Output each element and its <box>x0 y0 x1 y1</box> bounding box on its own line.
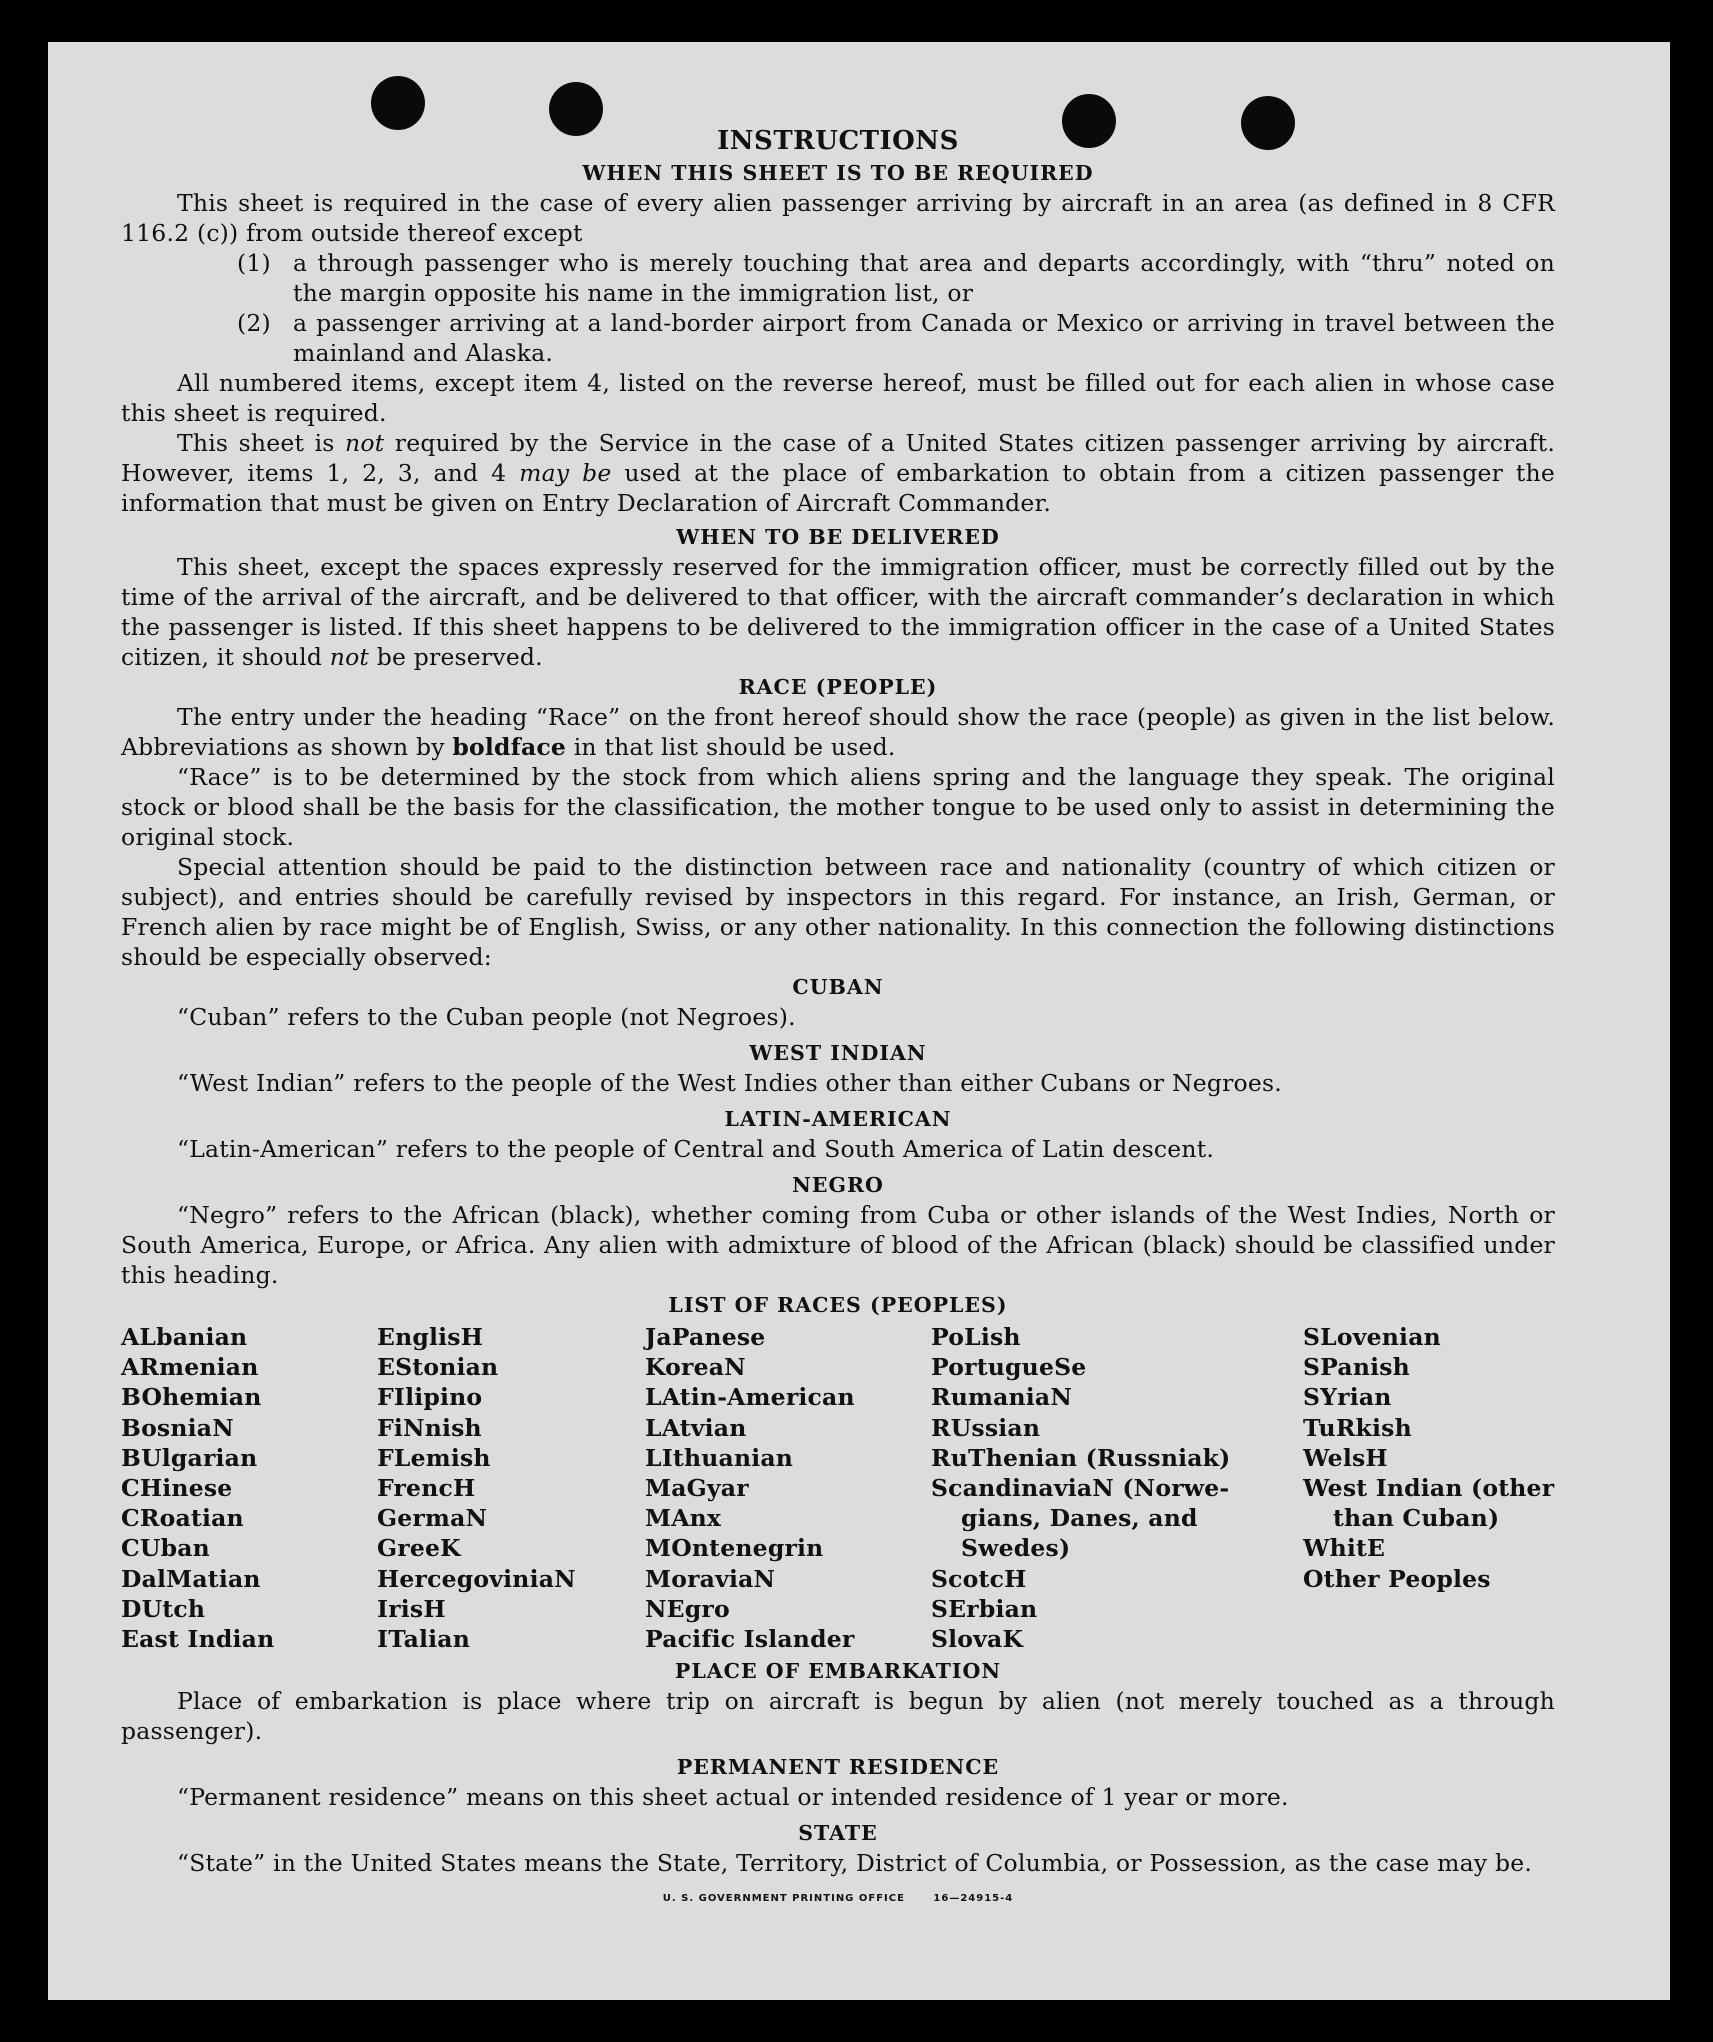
race-entry: West Indian (other <box>1303 1474 1555 1503</box>
race-entry-continued: gians, Danes, and <box>961 1504 1198 1533</box>
race-entry: ITalian <box>377 1625 471 1654</box>
race-entry: LAtin-American <box>645 1383 855 1412</box>
races-column-1 <box>121 1322 377 1654</box>
race-entry: Other Peoples <box>1303 1564 1491 1593</box>
race-entry: CHinese <box>121 1474 233 1503</box>
numbered-items-paragraph: All numbered items, except item 4, listed on the reverse hereof, must be filled out for each alien in whose case this sheet is required. <box>121 369 1555 427</box>
heading-embarkation: PLACE OF EMBARKATION <box>674 1659 1002 1684</box>
race-entry: SErbian <box>931 1594 1038 1623</box>
printer-imprint <box>121 1884 1555 1914</box>
race-entry: TuRkish <box>1303 1413 1412 1442</box>
cuban-paragraph: “Cuban” refers to the Cuban people (not Negroes). <box>177 1003 796 1031</box>
race-entry: SPanish <box>1303 1353 1410 1382</box>
form-code: 16—24915-4 <box>933 1893 1014 1905</box>
when-delivered-paragraph: This sheet, except the spaces expressly reserved for the immigration officer, must be correctly filled out by the time of the arrival of the aircraft, and be delivered to that officer, with the aircraft commander’s declaration in which the passenger is listed. If this sheet happens to be delivered to the immigration officer in the case of a United States citizen, it should not be preserved. <box>121 553 1555 671</box>
race-entry-continued: Swedes) <box>961 1534 1071 1563</box>
heading-cuban: CUBAN <box>792 975 884 999</box>
race-entry: MOntenegrin <box>645 1534 824 1563</box>
latin-american-paragraph: “Latin-American” refers to the people of Central and South America of Latin descent. <box>177 1135 1215 1163</box>
heading-when-delivered: WHEN TO BE DELIVERED <box>676 525 1000 549</box>
race-entry: ARmenian <box>121 1353 259 1382</box>
races-column-5 <box>1303 1322 1555 1654</box>
races-column-4 <box>931 1322 1303 1654</box>
race-entry: SLovenian <box>1303 1323 1441 1351</box>
race-entry: WelsH <box>1303 1443 1388 1472</box>
race-entry: GreeK <box>377 1534 461 1563</box>
race-entry: MAnx <box>645 1504 722 1533</box>
race-entry: BosniaN <box>121 1413 234 1442</box>
race-entry: LIthuanian <box>645 1443 794 1472</box>
race-entry: Pacific Islander <box>645 1625 855 1654</box>
embarkation-paragraph: Place of embarkation is place where trip on aircraft is begun by alien (not merely touched as a through passenger). <box>121 1687 1555 1746</box>
exception-item-2 <box>237 308 1555 368</box>
page-title: INSTRUCTIONS <box>717 126 959 156</box>
document-sheet <box>48 42 1670 2000</box>
race-entry: FIlipino <box>377 1383 483 1412</box>
heading-list-of-races: LIST OF RACES (PEOPLES) <box>668 1293 1008 1317</box>
race-entry: PortugueSe <box>931 1353 1087 1382</box>
exception-item-number: (1) <box>237 249 271 277</box>
exception-item-text: a passenger arriving at a land-border airport from Canada or Mexico or arriving in travel between the mainland and Alaska. <box>293 309 1555 367</box>
printer-name: U. S. GOVERNMENT PRINTING OFFICE <box>662 1893 905 1905</box>
punch-hole <box>371 76 425 130</box>
race-entry: RumaniaN <box>931 1383 1073 1412</box>
race-entry: PoLish <box>931 1323 1021 1351</box>
heading-race: RACE (PEOPLE) <box>738 675 938 699</box>
residence-paragraph: “Permanent residence” means on this sheet actual or intended residence of 1 year or more. <box>177 1783 1289 1812</box>
race-entry: NEgro <box>645 1594 730 1623</box>
heading-negro: NEGRO <box>792 1173 884 1197</box>
race-entry: JaPanese <box>645 1323 766 1351</box>
race-paragraph-2: “Race” is to be determined by the stock from which aliens spring and the language they speak. The original stock or blood shall be the basis for the classification, the mother tongue to be used only to assist in determining the original stock. <box>121 763 1555 851</box>
race-entry: SlovaK <box>931 1625 1024 1654</box>
race-entry: IrisH <box>377 1594 446 1623</box>
citizen-paragraph: This sheet is not required by the Service in the case of a United States citizen passenger arriving by aircraft. However, items 1, 2, 3, and 4 may be used at the place of embarkation to obtain from a citizen passenger the information that must be given on Entry Declaration of Aircraft Commander. <box>121 429 1555 517</box>
race-entry: GermaN <box>377 1504 488 1533</box>
race-entry: East Indian <box>121 1625 275 1654</box>
race-entry: MoraviaN <box>645 1564 776 1593</box>
negro-paragraph: “Negro” refers to the African (black), whether coming from Cuba or other islands of the West Indies, North or South America, Europe, or Africa. Any alien with admixture of blood of the African (black) should be classified under this heading. <box>121 1201 1555 1289</box>
race-entry: LAtvian <box>645 1413 747 1442</box>
race-entry: KoreaN <box>645 1353 746 1382</box>
race-entry: RUssian <box>931 1413 1041 1442</box>
races-list <box>121 1322 1555 1654</box>
race-entry-continued: than Cuban) <box>1333 1504 1500 1533</box>
race-entry: BUlgarian <box>121 1443 258 1472</box>
exception-item-1 <box>237 248 1555 308</box>
race-paragraph-1: The entry under the heading “Race” on the front hereof should show the race (people) as given in the list below. Abbreviations as shown by boldface in that list should be used. <box>121 703 1555 761</box>
race-entry: BOhemian <box>121 1383 262 1412</box>
document-content <box>121 124 1555 1914</box>
race-entry: EnglisH <box>377 1323 484 1351</box>
heading-permanent-residence: PERMANENT RESIDENCE <box>676 1755 1000 1780</box>
race-entry: EStonian <box>377 1353 499 1382</box>
heading-latin-american: LATIN-AMERICAN <box>724 1107 952 1131</box>
heading-when-required: WHEN THIS SHEET IS TO BE REQUIRED <box>582 161 1094 185</box>
race-entry: FiNnish <box>377 1413 482 1442</box>
race-entry: MaGyar <box>645 1474 749 1503</box>
race-entry: WhitE <box>1303 1534 1386 1563</box>
race-entry: DUtch <box>121 1594 206 1623</box>
west-indian-paragraph: “West Indian” refers to the people of the West Indies other than either Cubans or Negroes. <box>177 1069 1282 1097</box>
state-paragraph: “State” in the United States means the State, Territory, District of Columbia, or Possession, as the case may be. <box>177 1849 1533 1878</box>
race-entry: CRoatian <box>121 1504 244 1533</box>
race-entry: DalMatian <box>121 1564 261 1593</box>
race-entry: CUban <box>121 1534 210 1563</box>
race-entry: RuThenian (Russniak) <box>931 1443 1231 1472</box>
exception-item-number: (2) <box>237 309 271 337</box>
race-entry: ScandinaviaN (Norwe- <box>931 1474 1230 1503</box>
race-paragraph-3: Special attention should be paid to the distinction between race and nationality (country of which citizen or subject), and entries should be carefully revised by inspectors in this regard. For instance, an Irish, German, or French alien by race might be of English, Swiss, or any other nationality. In this connection the following distinctions should be especially observed: <box>121 853 1555 971</box>
races-column-2 <box>377 1322 645 1654</box>
race-entry: FLemish <box>377 1443 491 1472</box>
heading-west-indian: WEST INDIAN <box>749 1041 927 1065</box>
race-entry: ScotcH <box>931 1564 1027 1593</box>
races-column-3 <box>645 1322 931 1654</box>
exception-item-text: a through passenger who is merely touching that area and departs accordingly, with “thru” noted on the margin opposite his name in the immigration list, or <box>293 249 1555 307</box>
race-entry: HercegoviniaN <box>377 1564 576 1593</box>
race-entry: SYrian <box>1303 1383 1392 1412</box>
heading-state: STATE <box>798 1821 878 1846</box>
race-entry: FrencH <box>377 1474 476 1503</box>
when-required-intro: This sheet is required in the case of every alien passenger arriving by aircraft in an area (as defined in 8 CFR 116.2 (c)) from outside thereof except <box>121 189 1555 247</box>
race-entry: ALbanian <box>121 1323 248 1351</box>
